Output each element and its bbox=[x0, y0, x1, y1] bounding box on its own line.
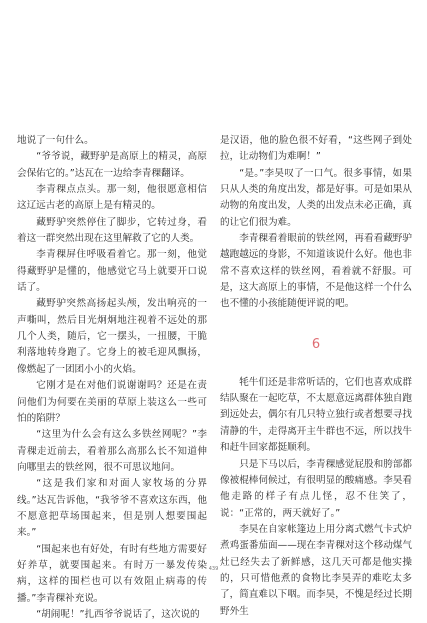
paragraph: 藏野驴突然停住了脚步，它转过身，看着这一群突然出现在这里解救了它的人类。 bbox=[17, 216, 207, 245]
paragraph: “是。”李昊叹了一口气。很多事情，如果只从人类的角度出发，都是好事。可是如果从动物的角度出发，人类的出发点未必正确，真的让它们很为难。 bbox=[220, 167, 412, 228]
right-text-column bbox=[220, 133, 412, 620]
paragraph: 是汉语，他的脸色很不好看，“这些网子到处拉，让动物们为难啊！” bbox=[220, 135, 412, 163]
paragraph: 李青稞看着眼前的铁丝网，再看看藏野驴越跑越远的身影，不知道该说什么好。他也非常不喜欢这样的铁丝网，看着就不舒服。可是，这大高原上的事情，不是他这样一个什么也不懂的小孩能随便评说的吧。 bbox=[220, 233, 412, 310]
paragraph: “这里为什么会有这么多铁丝网呢？”李青稞走近前去，看着那么高那么长不知道伸向哪里去的铁丝网，很不可思议地问。 bbox=[17, 429, 207, 473]
paragraph: “胡闹呢！”扎西爷爷说话了，这次说的 bbox=[36, 608, 200, 620]
paragraph: 牦牛们还是非常听话的，它们也喜欢成群结队聚在一起吃草，不太愿意远离群体独自跑到远处去，偶尔有几只特立独行或者想要寻找清静的牛，走得离开主牛群也不远，所以找牛和赶牛回家都挺顺利。 bbox=[220, 376, 412, 454]
paragraph: “这是我们家和对面人家牧场的分界线。”达瓦告诉他，“我爷爷不喜欢这东西，他不愿意把草场围起来，但是别人想要围起来。” bbox=[17, 478, 207, 539]
right-column-bottom-section bbox=[220, 375, 412, 620]
page-number: 439 bbox=[208, 566, 219, 572]
paragraph: 地说了一句什么。 bbox=[17, 135, 94, 146]
paragraph: “爷爷说，藏野驴是高原上的精灵，高原会保佑它的。”达瓦在一边给李青稞翻译。 bbox=[17, 151, 207, 179]
right-column-top-section bbox=[220, 133, 412, 313]
paragraph: 李昊在自家帐篷边上用分离式燃气卡式炉煮鸡蛋番茄面——现在李青稞对这个移动煤气灶已经失去了新鲜感，这几天可都是他实操的，只可惜他煮的食物比李昊弄的难吃太多了，简直难以下咽。而李昊，不愧是经过长期野外生 bbox=[220, 523, 412, 617]
paragraph: 只是下马以后，李青稞感觉屁股和胯部都像被棍棒伺候过，有很明显的酸痛感。李昊看他走路的样子有点儿怪，忍不住笑了，说：“正常的，两天就好了。” bbox=[220, 458, 412, 519]
paragraph: “围起来也有好处，有时有些地方需要好好养草，就要围起来。有时万一暴发传染病，这样的围栏也可以有效阻止病毒的传播。”李青稞补充说。 bbox=[17, 543, 207, 604]
left-text-column bbox=[17, 133, 207, 623]
paragraph: 藏野驴突然高扬起头颅，发出响亮的一声嘶叫，然后目光炯炯地注视着不远处的那几个人类，随后，它一摆头，一扭腰，干脆利落地转身跑了。它身上的被毛迎风飘扬，像燃起了一团团小小的火焰。 bbox=[17, 298, 207, 375]
chapter-number: 6 bbox=[311, 336, 321, 352]
paragraph: 李青稞屏住呼吸看着它。那一刻，他觉得藏野驴是懂的，他感觉它马上就要开口说话了。 bbox=[17, 249, 207, 294]
paragraph: 李青稞点点头。那一刻，他很愿意相信这辽远古老的高原上是有精灵的。 bbox=[17, 184, 207, 212]
paragraph: 它刚才是在对他们说谢谢吗？还是在责问他们为何要在美丽的草原上装这么一些可怕的陷阱？ bbox=[17, 380, 207, 424]
